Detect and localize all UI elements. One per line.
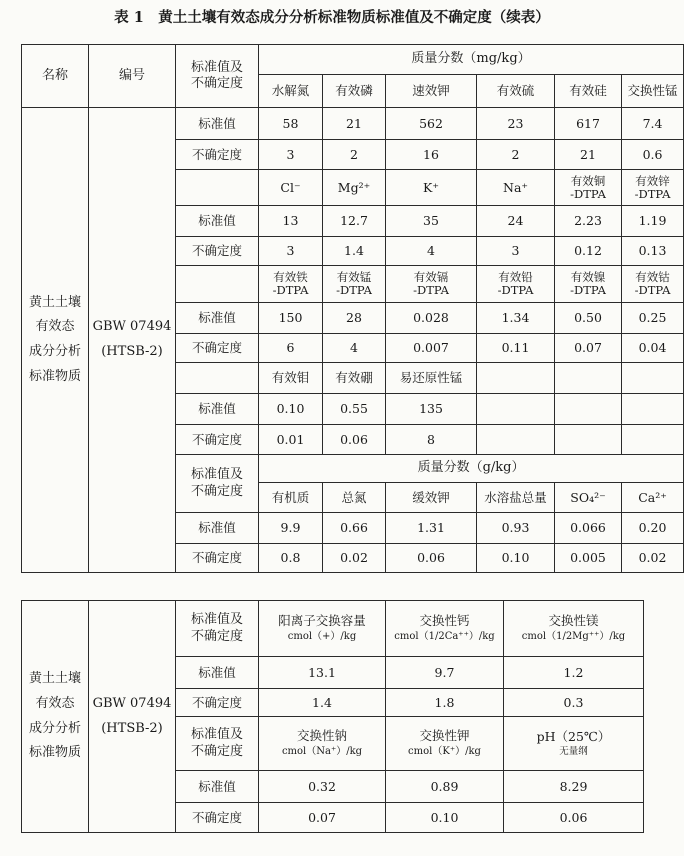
cell: 0.02 bbox=[622, 544, 684, 573]
col-header: 有效钴 -DTPA bbox=[622, 266, 684, 303]
header-value-uncertainty: 标准值及 不确定度 bbox=[176, 601, 259, 657]
blank-cell bbox=[176, 363, 259, 394]
cell: 562 bbox=[386, 108, 477, 140]
row-label-standard: 标准值 bbox=[176, 394, 259, 425]
header-value-uncertainty: 标准值及 不确定度 bbox=[176, 45, 259, 108]
cell: 4 bbox=[323, 334, 386, 363]
cell: 0.11 bbox=[477, 334, 555, 363]
cell: 8.29 bbox=[504, 771, 644, 803]
header-mass-fraction-mg: 质量分数（mg/kg） bbox=[259, 45, 684, 75]
col-header: 有机质 bbox=[259, 483, 323, 513]
row-label-standard: 标准值 bbox=[176, 303, 259, 334]
material-name: 黄土土壤 有效态 成分分析 标准物质 bbox=[22, 601, 89, 833]
cell: 35 bbox=[386, 206, 477, 237]
col-header: pH（25℃） 无量纲 bbox=[504, 717, 644, 771]
material-name: 黄土土壤 有效态 成分分析 标准物质 bbox=[22, 108, 89, 573]
cell: 1.8 bbox=[386, 689, 504, 717]
cell: 13 bbox=[259, 206, 323, 237]
col-header: 缓效钾 bbox=[386, 483, 477, 513]
cell: 0.06 bbox=[323, 425, 386, 455]
row-label-uncertainty: 不确定度 bbox=[176, 140, 259, 170]
row-label-uncertainty: 不确定度 bbox=[176, 237, 259, 266]
col-header: 有效磷 bbox=[323, 75, 386, 108]
blank-cell bbox=[176, 266, 259, 303]
cell: 2 bbox=[477, 140, 555, 170]
col-header: 有效硫 bbox=[477, 75, 555, 108]
col-header: 交换性钠 cmol（Na⁺）/kg bbox=[259, 717, 386, 771]
col-header: 有效铁 -DTPA bbox=[259, 266, 323, 303]
row-label-uncertainty: 不确定度 bbox=[176, 544, 259, 573]
col-header: 有效铅 -DTPA bbox=[477, 266, 555, 303]
cell: 0.02 bbox=[323, 544, 386, 573]
header-value-uncertainty: 标准值及 不确定度 bbox=[176, 455, 259, 513]
col-header: K⁺ bbox=[386, 170, 477, 206]
col-header: Mg²⁺ bbox=[323, 170, 386, 206]
col-header: 有效锌 -DTPA bbox=[622, 170, 684, 206]
cell: 0.66 bbox=[323, 513, 386, 544]
col-header: 交换性镁 cmol（1/2Mg⁺⁺）/kg bbox=[504, 601, 644, 657]
col-header: 交换性钾 cmol（K⁺）/kg bbox=[386, 717, 504, 771]
blank-cell bbox=[555, 425, 622, 455]
cell: 3 bbox=[477, 237, 555, 266]
cell: 7.4 bbox=[622, 108, 684, 140]
col-header: 水溶盐总量 bbox=[477, 483, 555, 513]
cell: 1.2 bbox=[504, 657, 644, 689]
cell: 1.31 bbox=[386, 513, 477, 544]
cell: 0.10 bbox=[386, 803, 504, 833]
col-header: 有效铜 -DTPA bbox=[555, 170, 622, 206]
cell: 0.06 bbox=[386, 544, 477, 573]
cell: 0.8 bbox=[259, 544, 323, 573]
header-name: 名称 bbox=[22, 45, 89, 108]
table-gap bbox=[21, 578, 643, 600]
col-header: 速效钾 bbox=[386, 75, 477, 108]
cell: 0.13 bbox=[622, 237, 684, 266]
cell: 0.12 bbox=[555, 237, 622, 266]
col-header: 有效硅 bbox=[555, 75, 622, 108]
col-header: 易还原性锰 bbox=[386, 363, 477, 394]
cell: 0.10 bbox=[259, 394, 323, 425]
row-label-uncertainty: 不确定度 bbox=[176, 803, 259, 833]
cell: 2 bbox=[323, 140, 386, 170]
col-header: 有效钼 bbox=[259, 363, 323, 394]
cell: 58 bbox=[259, 108, 323, 140]
cell: 1.19 bbox=[622, 206, 684, 237]
col-header: 交换性锰 bbox=[622, 75, 684, 108]
cell: 0.066 bbox=[555, 513, 622, 544]
cell: 150 bbox=[259, 303, 323, 334]
reference-table-exchange bbox=[21, 600, 644, 833]
cell: 617 bbox=[555, 108, 622, 140]
cell: 6 bbox=[259, 334, 323, 363]
blank-cell bbox=[555, 363, 622, 394]
cell: 24 bbox=[477, 206, 555, 237]
col-header: 有效锰 -DTPA bbox=[323, 266, 386, 303]
col-header: 总氮 bbox=[323, 483, 386, 513]
col-header: 水解氮 bbox=[259, 75, 323, 108]
col-header: 有效镉 -DTPA bbox=[386, 266, 477, 303]
cell: 0.005 bbox=[555, 544, 622, 573]
cell: 0.01 bbox=[259, 425, 323, 455]
cell: 0.50 bbox=[555, 303, 622, 334]
row-label-uncertainty: 不确定度 bbox=[176, 334, 259, 363]
row-label-uncertainty: 不确定度 bbox=[176, 425, 259, 455]
cell: 3 bbox=[259, 140, 323, 170]
cell: 0.93 bbox=[477, 513, 555, 544]
header-code: 编号 bbox=[89, 45, 176, 108]
blank-cell bbox=[477, 394, 555, 425]
row-label-standard: 标准值 bbox=[176, 108, 259, 140]
reference-table-main bbox=[21, 44, 684, 573]
material-code: GBW 07494 (HTSB-2) bbox=[89, 601, 176, 833]
cell: 0.25 bbox=[622, 303, 684, 334]
cell: 0.89 bbox=[386, 771, 504, 803]
cell: 0.10 bbox=[477, 544, 555, 573]
cell: 0.04 bbox=[622, 334, 684, 363]
blank-cell bbox=[622, 425, 684, 455]
cell: 12.7 bbox=[323, 206, 386, 237]
cell: 16 bbox=[386, 140, 477, 170]
col-header: Cl⁻ bbox=[259, 170, 323, 206]
cell: 21 bbox=[555, 140, 622, 170]
cell: 9.7 bbox=[386, 657, 504, 689]
cell: 0.3 bbox=[504, 689, 644, 717]
cell: 4 bbox=[386, 237, 477, 266]
col-header: Na⁺ bbox=[477, 170, 555, 206]
col-header: 阳离子交换容量 cmol（+）/kg bbox=[259, 601, 386, 657]
col-header: SO₄²⁻ bbox=[555, 483, 622, 513]
blank-cell bbox=[555, 394, 622, 425]
cell: 1.34 bbox=[477, 303, 555, 334]
cell: 0.07 bbox=[259, 803, 386, 833]
row-label-standard: 标准值 bbox=[176, 513, 259, 544]
col-header: 交换性钙 cmol（1/2Ca⁺⁺）/kg bbox=[386, 601, 504, 657]
col-header: Ca²⁺ bbox=[622, 483, 684, 513]
header-value-uncertainty: 标准值及 不确定度 bbox=[176, 717, 259, 771]
table-title: 表 1 黄土土壤有效态成分分析标准物质标准值及不确定度（续表） bbox=[114, 9, 550, 26]
header-mass-fraction-g: 质量分数（g/kg） bbox=[259, 455, 684, 483]
cell: 0.028 bbox=[386, 303, 477, 334]
cell: 21 bbox=[323, 108, 386, 140]
row-label-standard: 标准值 bbox=[176, 657, 259, 689]
cell: 8 bbox=[386, 425, 477, 455]
cell: 9.9 bbox=[259, 513, 323, 544]
material-code: GBW 07494 (HTSB-2) bbox=[89, 108, 176, 573]
col-header: 有效硼 bbox=[323, 363, 386, 394]
blank-cell bbox=[622, 394, 684, 425]
blank-cell bbox=[622, 363, 684, 394]
cell: 135 bbox=[386, 394, 477, 425]
cell: 0.007 bbox=[386, 334, 477, 363]
cell: 3 bbox=[259, 237, 323, 266]
col-header: 有效镍 -DTPA bbox=[555, 266, 622, 303]
row-label-uncertainty: 不确定度 bbox=[176, 689, 259, 717]
cell: 13.1 bbox=[259, 657, 386, 689]
row-label-standard: 标准值 bbox=[176, 206, 259, 237]
cell: 1.4 bbox=[259, 689, 386, 717]
cell: 1.4 bbox=[323, 237, 386, 266]
blank-cell bbox=[176, 170, 259, 206]
blank-cell bbox=[477, 425, 555, 455]
cell: 0.07 bbox=[555, 334, 622, 363]
cell: 0.32 bbox=[259, 771, 386, 803]
cell: 0.20 bbox=[622, 513, 684, 544]
blank-cell bbox=[477, 363, 555, 394]
cell: 0.06 bbox=[504, 803, 644, 833]
row-label-standard: 标准值 bbox=[176, 771, 259, 803]
cell: 28 bbox=[323, 303, 386, 334]
cell: 0.6 bbox=[622, 140, 684, 170]
cell: 0.55 bbox=[323, 394, 386, 425]
cell: 23 bbox=[477, 108, 555, 140]
cell: 2.23 bbox=[555, 206, 622, 237]
